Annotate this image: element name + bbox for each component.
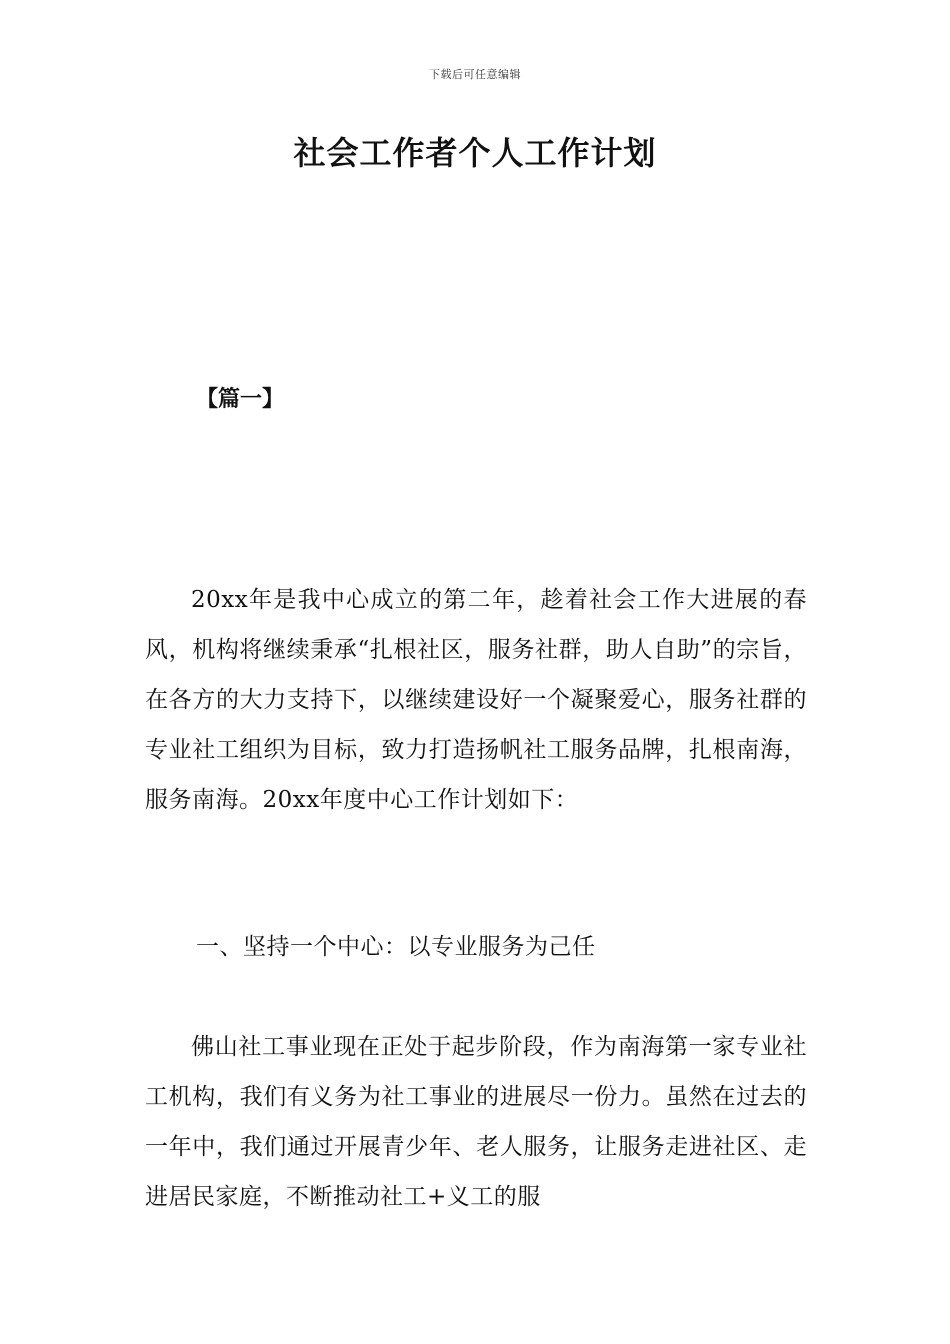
section-heading-1: 一、坚持一个中心：以专业服务为己任 [196,934,596,960]
header-note: 下载后可任意编辑 [429,68,521,81]
section-label: 【篇一】 [196,387,285,412]
body-paragraph-1: 20xx年是我中心成立的第二年，趁着社会工作大进展的春风，机构将继续秉承“扎根社区，服务社群，助人自助”的宗旨，在各方的大力支持下，以继续建设好一个凝聚爱心，服务社群的专业社工组织为目标，致力打造扬帆社工服务品牌，扎根南海，服务南海。20xx年度中心工作计划如下： [145,587,807,813]
document-title: 社会工作者个人工作计划 [293,134,657,172]
body-paragraph-2: 佛山社工事业现在正处于起步阶段，作为南海第一家专业社工机构，我们有义务为社工事业的进展尽一份力。虽然在过去的一年中，我们通过开展青少年、老人服务，让服务走进社区、走进居民家庭，不断推动社工+义工的服 [145,1034,807,1210]
